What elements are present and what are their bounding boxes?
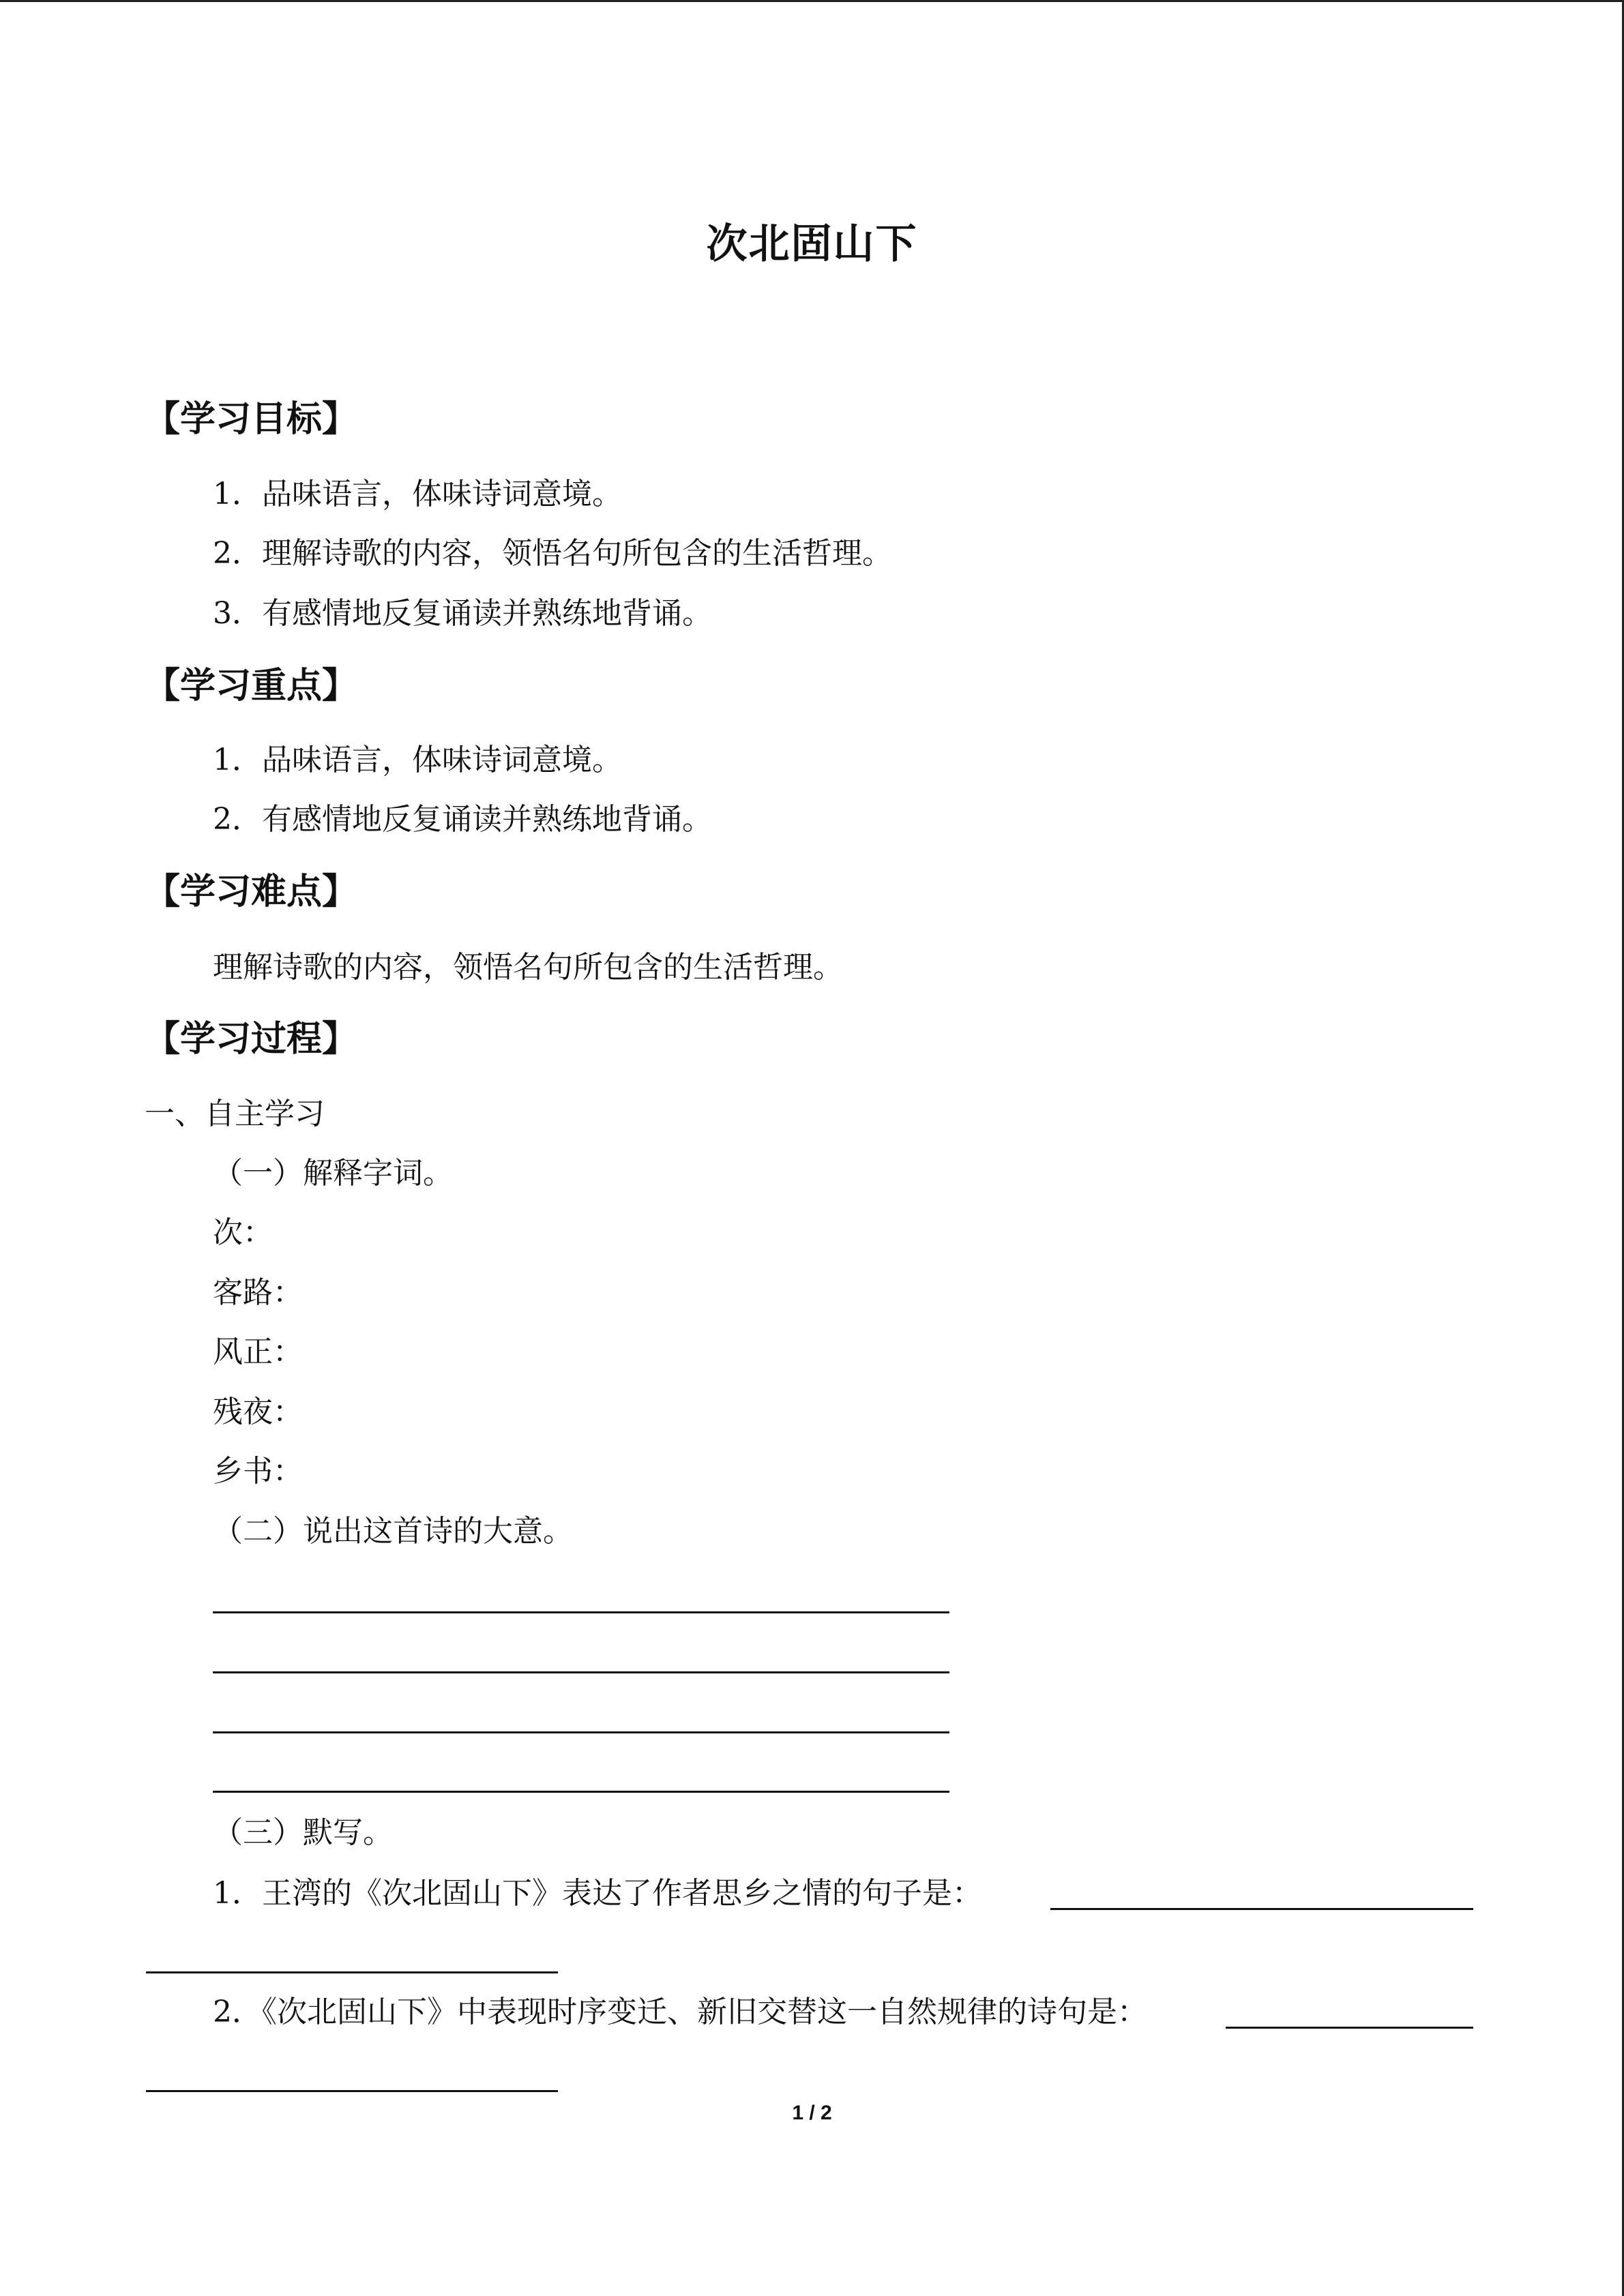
answer-line	[213, 1671, 949, 1673]
page-border	[0, 0, 1624, 2]
subsection-heading: （二）说出这首诗的大意。	[213, 1514, 573, 1549]
answer-line	[213, 1611, 949, 1613]
answer-line	[213, 1731, 949, 1733]
page-number: 1 / 2	[792, 2102, 832, 2124]
dictation-question: 2．《次北固山下》中表现时序变迁、新旧交替这一自然规律的诗句是：	[213, 1995, 1147, 2029]
word-item: 次：	[213, 1215, 273, 1250]
heading-key-points: 【学习重点】	[145, 665, 358, 706]
answer-line	[146, 1971, 558, 1973]
word-item: 风正：	[213, 1335, 303, 1369]
key-point-item: 2．有感情地反复诵读并熟练地背诵。	[213, 802, 712, 837]
heading-difficulties: 【学习难点】	[145, 871, 358, 912]
answer-line	[1050, 1908, 1473, 1910]
page-title: 次北固山下	[706, 220, 918, 268]
difficulty-text: 理解诗歌的内容，领悟名句所包含的生活哲理。	[213, 950, 843, 985]
word-item: 客路：	[213, 1275, 303, 1310]
subsection-heading: （一）解释字词。	[213, 1156, 453, 1191]
heading-objectives: 【学习目标】	[145, 398, 358, 440]
answer-line	[213, 1791, 949, 1793]
answer-line	[146, 2090, 558, 2092]
objective-item: 3．有感情地反复诵读并熟练地背诵。	[213, 596, 712, 631]
answer-line	[1226, 2027, 1473, 2029]
heading-process: 【学习过程】	[145, 1018, 358, 1060]
objective-item: 2．理解诗歌的内容，领悟名句所包含的生活哲理。	[213, 536, 892, 571]
part-heading: 一、自主学习	[145, 1097, 325, 1131]
subsection-heading: （三）默写。	[213, 1815, 393, 1850]
key-point-item: 1．品味语言，体味诗词意境。	[213, 743, 622, 777]
word-item: 乡书：	[213, 1454, 303, 1489]
word-item: 残夜：	[213, 1395, 303, 1429]
objective-item: 1．品味语言，体味诗词意境。	[213, 477, 622, 511]
dictation-question: 1．王湾的《次北固山下》表达了作者思乡之情的句子是：	[213, 1876, 982, 1911]
